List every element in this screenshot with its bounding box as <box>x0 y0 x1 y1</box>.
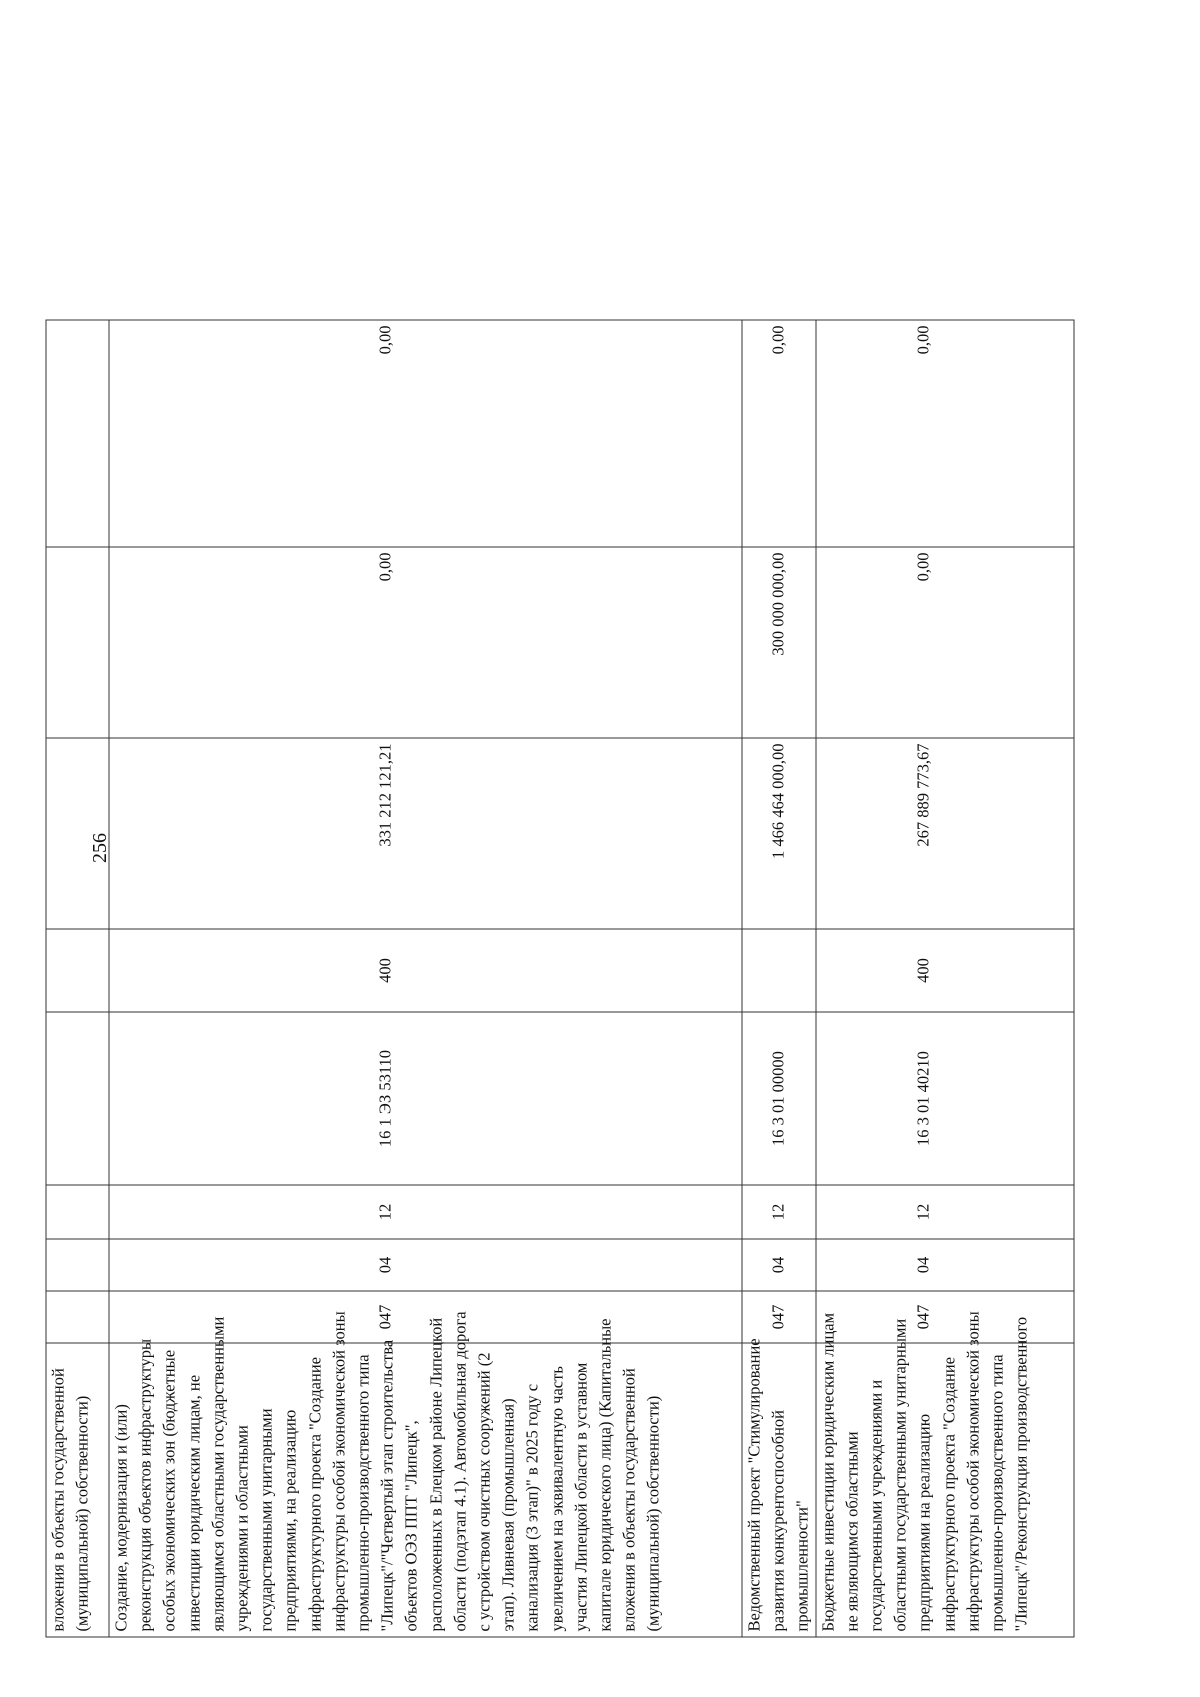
section-code-cell: 04 <box>742 1239 816 1291</box>
description-cell <box>46 1343 109 1637</box>
description-line: промышленно-производственного типа <box>353 1353 373 1631</box>
subsection-code-cell: 12 <box>109 1185 742 1239</box>
amount-2026-cell <box>46 320 109 547</box>
description-line: Бюджетные инвестиции юридическим лицам <box>817 1312 837 1631</box>
description-line: особых экономических зон (бюджетные <box>159 1349 179 1631</box>
description-cell <box>742 1337 816 1637</box>
description-line: инфраструктурного проекта "Создание <box>304 1356 324 1631</box>
description-line: инфраструктурного проекта "Создание <box>938 1356 958 1631</box>
budget-table <box>45 319 1074 1637</box>
ministry-code-cell: 047 <box>742 1291 816 1343</box>
description-line: учреждениями и областными <box>232 1424 252 1631</box>
description-line: государственными унитарными <box>256 1407 276 1631</box>
description-line: государственными учреждениями и <box>866 1379 886 1631</box>
amount-2025-cell: 0,00 <box>815 547 1073 738</box>
description-line: предприятиями, на реализацию <box>280 1409 300 1631</box>
description-line: увеличением на эквивалентную часть <box>546 1365 566 1631</box>
description-line: инфраструктуры особой экономической зоны <box>328 1310 348 1631</box>
description-line: (муниципальной) собственности) <box>72 1395 92 1631</box>
amount-2026-cell: 0,00 <box>815 320 1073 547</box>
description-line: канализация (3 этап)" в 2025 году с <box>522 1383 542 1631</box>
subsection-code-cell <box>46 1185 109 1239</box>
description-line: этап). Ливневая (промышленная) <box>498 1397 518 1631</box>
amount-2024-cell: 331 212 121,21 <box>109 738 742 929</box>
ministry-code-cell <box>46 1291 109 1343</box>
expense-type-cell: 400 <box>815 929 1073 1012</box>
description-line: с устройством очистных сооружений (2 <box>474 1351 494 1631</box>
description-line: областными государственными унитарными <box>890 1318 910 1631</box>
description-line: участия Липецкой области в уставном <box>570 1362 590 1631</box>
target-article-cell: 16 3 01 40210 <box>815 1012 1073 1185</box>
description-line: "Липецк"/Реконструкция производственного <box>1011 1316 1031 1631</box>
subsection-code-cell: 12 <box>815 1185 1073 1239</box>
table-row <box>742 320 816 1637</box>
budget-table-page <box>45 325 1071 1637</box>
page-number: 256 <box>89 833 111 863</box>
table-row <box>109 320 742 1637</box>
ministry-code-cell: 047 <box>109 1291 742 1343</box>
amount-2025-cell <box>46 547 109 738</box>
expense-type-cell <box>46 929 109 1012</box>
target-article-cell <box>46 1012 109 1185</box>
table-row <box>815 320 1073 1637</box>
description-line: области (подэтап 4.1). Автомобильная дорога <box>449 1310 469 1631</box>
description-line: (муниципальной) собственности) <box>643 1395 663 1631</box>
amount-2024-cell: 1 466 464 000,00 <box>742 738 816 929</box>
description-line: Ведомственный проект "Стимулирование <box>744 1337 763 1631</box>
section-code-cell: 04 <box>109 1239 742 1291</box>
description-line: капитале юридического лица) (Капитальные <box>595 1317 615 1631</box>
description-line: инвестиции юридическим лицам, не <box>183 1374 203 1631</box>
description-line: реконструкция объектов инфраструктуры <box>135 1338 155 1631</box>
amount-2024-cell: 267 889 773,67 <box>815 738 1073 929</box>
description-line: объектов ОЭЗ ППТ "Липецк", <box>401 1419 421 1631</box>
description-line: "Липецк"/"Четвертый этап строительства <box>377 1339 397 1631</box>
description-line: предприятиями на реализацию <box>914 1413 934 1631</box>
amount-2026-cell: 0,00 <box>109 320 742 547</box>
target-article-cell: 16 3 01 00000 <box>742 1012 816 1185</box>
description-line: вложения в объекты государственной <box>48 1367 67 1631</box>
table-row <box>46 320 109 1637</box>
subsection-code-cell: 12 <box>742 1185 816 1239</box>
description-line: вложения в объекты государственной <box>619 1367 639 1631</box>
description-line: развития конкурентоспособной <box>768 1409 788 1631</box>
description-line: Создание, модернизация и (или) <box>111 1403 130 1631</box>
description-line: не являющимся областными <box>841 1430 861 1631</box>
ministry-code-cell: 047 <box>815 1291 1073 1343</box>
expense-type-cell <box>742 929 816 1012</box>
description-line: являющимся областными государственными <box>207 1316 227 1631</box>
description-line: промышленности" <box>792 1499 812 1631</box>
amount-2025-cell: 0,00 <box>109 547 742 738</box>
expense-type-cell: 400 <box>109 929 742 1012</box>
description-line: промышленно-производственного типа <box>987 1353 1007 1631</box>
amount-2025-cell: 300 000 000,00 <box>742 547 816 738</box>
description-line: инфраструктуры особой экономической зоны <box>962 1310 982 1631</box>
description-line: расположенных в Елецком районе Липецкой <box>425 1317 445 1631</box>
amount-2024-cell <box>46 738 109 929</box>
amount-2026-cell: 0,00 <box>742 320 816 547</box>
section-code-cell: 04 <box>815 1239 1073 1291</box>
section-code-cell <box>46 1239 109 1291</box>
target-article-cell: 16 1 ЭЗ 53110 <box>109 1012 742 1185</box>
